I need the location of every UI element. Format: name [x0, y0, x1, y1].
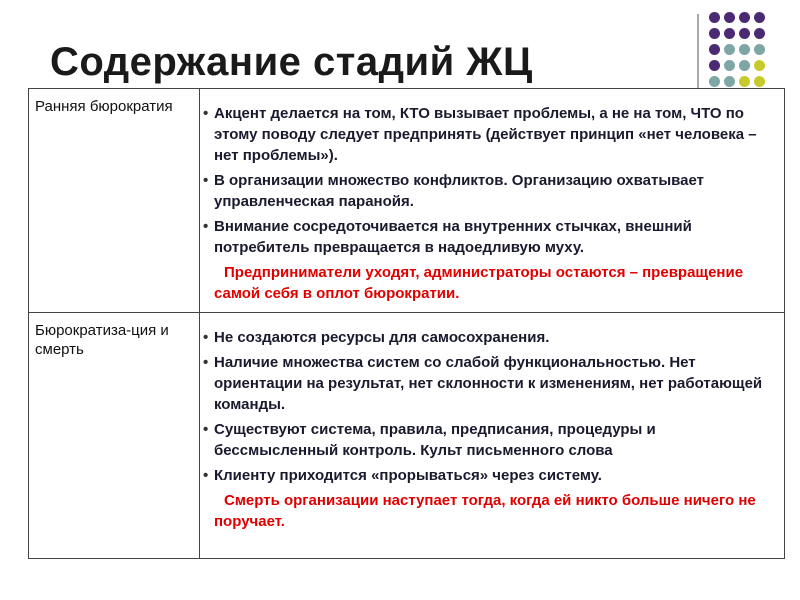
bullet-item [203, 465, 778, 486]
decorative-dot [739, 76, 750, 87]
stage-name: Ранняя бюрократия [29, 89, 200, 313]
bullet-marker-icon: • [203, 329, 209, 346]
bullet-text: Внимание сосредоточивается на внутренних стычках, внешний потребитель превращается в надоедливую муху. [214, 218, 692, 256]
bullet-item [203, 170, 778, 212]
stage-description [200, 313, 785, 559]
bullet-text: Акцент делается на том, КТО вызывает проблемы, а не на том, ЧТО по этому поводу следует предпринять (действует принцип «нет человека – нет проблемы»). [214, 105, 757, 164]
decorative-dot [709, 44, 720, 55]
decorative-dot [724, 44, 735, 55]
bullet-item [203, 103, 778, 166]
decorative-dot [709, 76, 720, 87]
table-row-early-bureaucracy [29, 89, 785, 313]
bullet-marker-icon: • [203, 105, 209, 122]
decorative-dot [739, 44, 750, 55]
decorative-dot [724, 28, 735, 39]
decorative-dot [724, 60, 735, 71]
decorative-dot [754, 12, 765, 23]
bullet-marker-icon: • [203, 172, 209, 189]
bullet-text: В организации множество конфликтов. Организацию охватывает управленческая паранойя. [214, 172, 705, 210]
decorative-dot [709, 12, 720, 23]
decorative-dot [754, 76, 765, 87]
slide-title: Содержание стадий ЖЦ [50, 40, 533, 84]
decorative-dot [754, 60, 765, 71]
bullet-marker-icon: • [203, 421, 209, 438]
bullet-marker-icon: • [203, 467, 209, 484]
bullet-marker-icon: • [203, 218, 209, 235]
decorative-dot [709, 60, 720, 71]
bullet-item [203, 352, 778, 415]
bullet-marker-icon: • [203, 354, 209, 371]
bullet-item [203, 327, 778, 348]
decorative-dot [724, 12, 735, 23]
decorative-dot [754, 28, 765, 39]
stages-table [28, 88, 785, 559]
bullet-text: Наличие множества систем со слабой функциональностью. Нет ориентации на результат, нет склонности к изменениям, нет работающей команды. [214, 354, 763, 413]
bullet-text: Не создаются ресурсы для самосохранения. [214, 329, 550, 346]
highlight-note: Предприниматели уходят, администраторы остаются – превращение самой себя в оплот бюрократии. [214, 264, 744, 302]
decorative-dot [709, 28, 720, 39]
decorative-dot [739, 12, 750, 23]
bullet-item [203, 216, 778, 258]
stage-description [200, 89, 785, 313]
decorative-dot [724, 76, 735, 87]
stage-name: Бюрократиза-ция и смерть [29, 313, 200, 559]
bullet-text: Существуют система, правила, предписания, процедуры и бессмысленный контроль. Культ письменного слова [214, 421, 656, 459]
bullet-text: Клиенту приходится «прорываться» через систему. [214, 467, 602, 484]
highlight-note: Смерть организации наступает тогда, когда ей никто больше ничего не поручает. [214, 492, 756, 530]
table-row-bureaucratization-death [29, 313, 785, 559]
bullet-item [203, 419, 778, 461]
decorative-dot [754, 44, 765, 55]
decorative-dot [739, 28, 750, 39]
decorative-dot [739, 60, 750, 71]
